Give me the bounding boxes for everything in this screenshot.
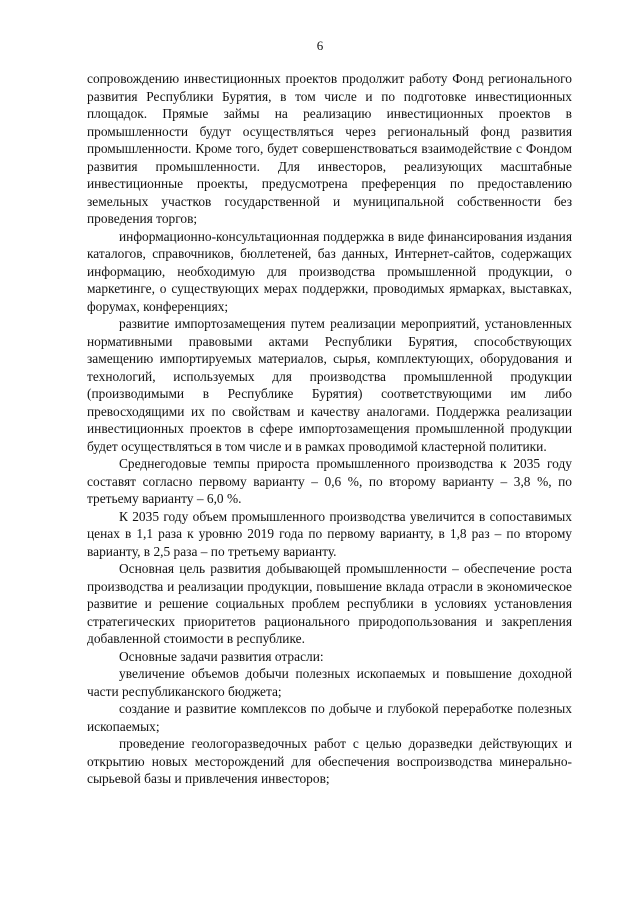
paragraph-mining-goal: Основная цель развития добывающей промышленности – обеспечение роста производства и реализации продукции, повышение вклада отрасли в экономическое развитие и решение социальных проблем республики в условиях установления стратегических приоритетов рационального природопользования и закрепления добавленной стоимости в республике.	[87, 561, 572, 646]
paragraph-growth-rates: Среднегодовые темпы прироста промышленного производства к 2035 году составят согласно первому варианту – 0,6 %, по второму варианту – 3,8 %, по третьему варианту – 6,0 %.	[87, 456, 572, 506]
paragraph-investment-fund: сопровождению инвестиционных проектов продолжит работу Фонд регионального развития Республики Бурятия, в том числе и по подготовке инвестиционных площадок. Прямые займы на реализацию инвестиционных проектов в промышленности будут осуществляться через региональный фонд развития промышленности. Кроме того, будет совершенствоваться взаимодействие с Фондом развития промышленности. Для инвесторов, реализующих масштабные инвестиционные проекты, предусмотрена преференция по предоставлению земельных участков государственной и муниципальной собственности без проведения торгов;	[87, 71, 572, 226]
paragraph-task-complexes: создание и развитие комплексов по добыче и глубокой переработке полезных ископаемых;	[87, 701, 572, 734]
paragraph-tasks-heading: Основные задачи развития отрасли:	[119, 648, 324, 664]
paragraph-import-substitution: развитие импортозамещения путем реализации мероприятий, установленных нормативными правовыми актами Республики Бурятия, способствующих замещению импортируемых материалов, сырья, комплектующих, оборудования и технологий, используемых для производства промышленной продукции (производимыми в Республике Бурятия) соответствующими им либо превосходящими их по свойствам и качеству аналогами. Поддержка реализации инвестиционных проектов в сфере импортозамещения промышленной продукции будет осуществляться в том числе и в рамках проводимой кластерной политики.	[87, 316, 572, 454]
paragraph-task-exploration: проведение геологоразведочных работ с целью доразведки действующих и открытию новых месторождений для обеспечения воспроизводства минерально-сырьевой базы и привлечения инвесторов;	[87, 736, 572, 786]
document-body	[87, 70, 572, 788]
page-number: 6	[316, 38, 324, 53]
paragraph-task-extraction: увеличение объемов добычи полезных ископаемых и повышение доходной части республиканского бюджета;	[87, 666, 572, 699]
paragraph-production-volume: К 2035 году объем промышленного производства увеличится в сопоставимых ценах в 1,1 раза к уровню 2019 года по первому варианту, в 1,8 раз – по второму варианту, в 2,5 раза – по третьему варианту.	[87, 508, 572, 559]
paragraph-info-support: информационно-консультационная поддержка в виде финансирования издания каталогов, справочников, бюллетеней, баз данных, Интернет-сайтов, содержащих информацию, необходимую для производства промышленной продукции, о маркетинге, о существующих мерах поддержки, проводимых ярмарках, выставках, форумах, конференциях;	[87, 228, 572, 314]
